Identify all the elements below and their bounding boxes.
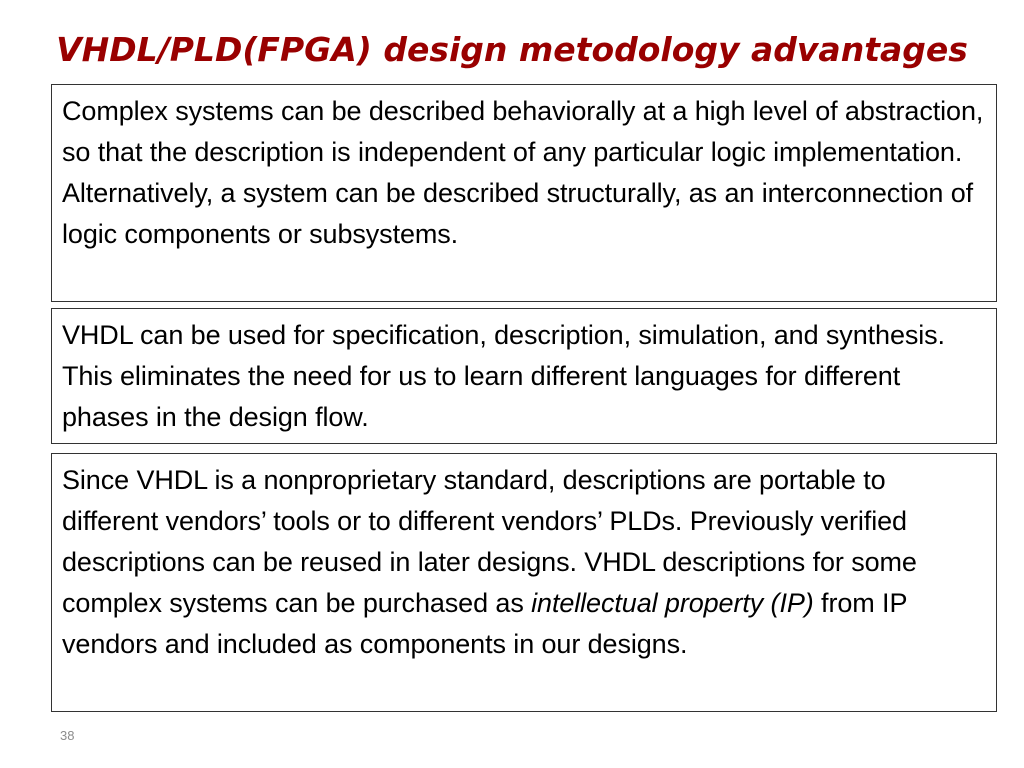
text-box-portability <box>51 453 997 712</box>
slide-title: VHDL/PLD(FPGA) design metodology advantages <box>56 30 968 69</box>
page-number: 38 <box>60 728 75 743</box>
portability-text-after: from IP vendors and included as components in our designs. <box>62 588 907 659</box>
text-box-portability-text <box>62 460 986 665</box>
intellectual-property-term: intellectual property (IP) <box>531 588 814 618</box>
text-box-specification-text: VHDL can be used for specification, description, simulation, and synthesis. This eliminates the need for us to learn different languages for different phases in the design flow. <box>62 320 945 432</box>
text-box-specification <box>51 308 997 444</box>
text-box-abstraction <box>51 84 997 302</box>
portability-text-before: Since VHDL is a nonproprietary standard, descriptions are portable to different vendors’ tools or to different vendors’ PLDs. Previously verified descriptions can be reused in later designs. VHDL descriptions for some complex systems can be purchased as <box>62 465 917 618</box>
text-box-abstraction-text: Complex systems can be described behaviorally at a high level of abstraction, so that the description is independent of any particular logic implementation. Alternatively, a system can be described structurally, as an interconnection of logic components or subsystems. <box>62 96 984 249</box>
